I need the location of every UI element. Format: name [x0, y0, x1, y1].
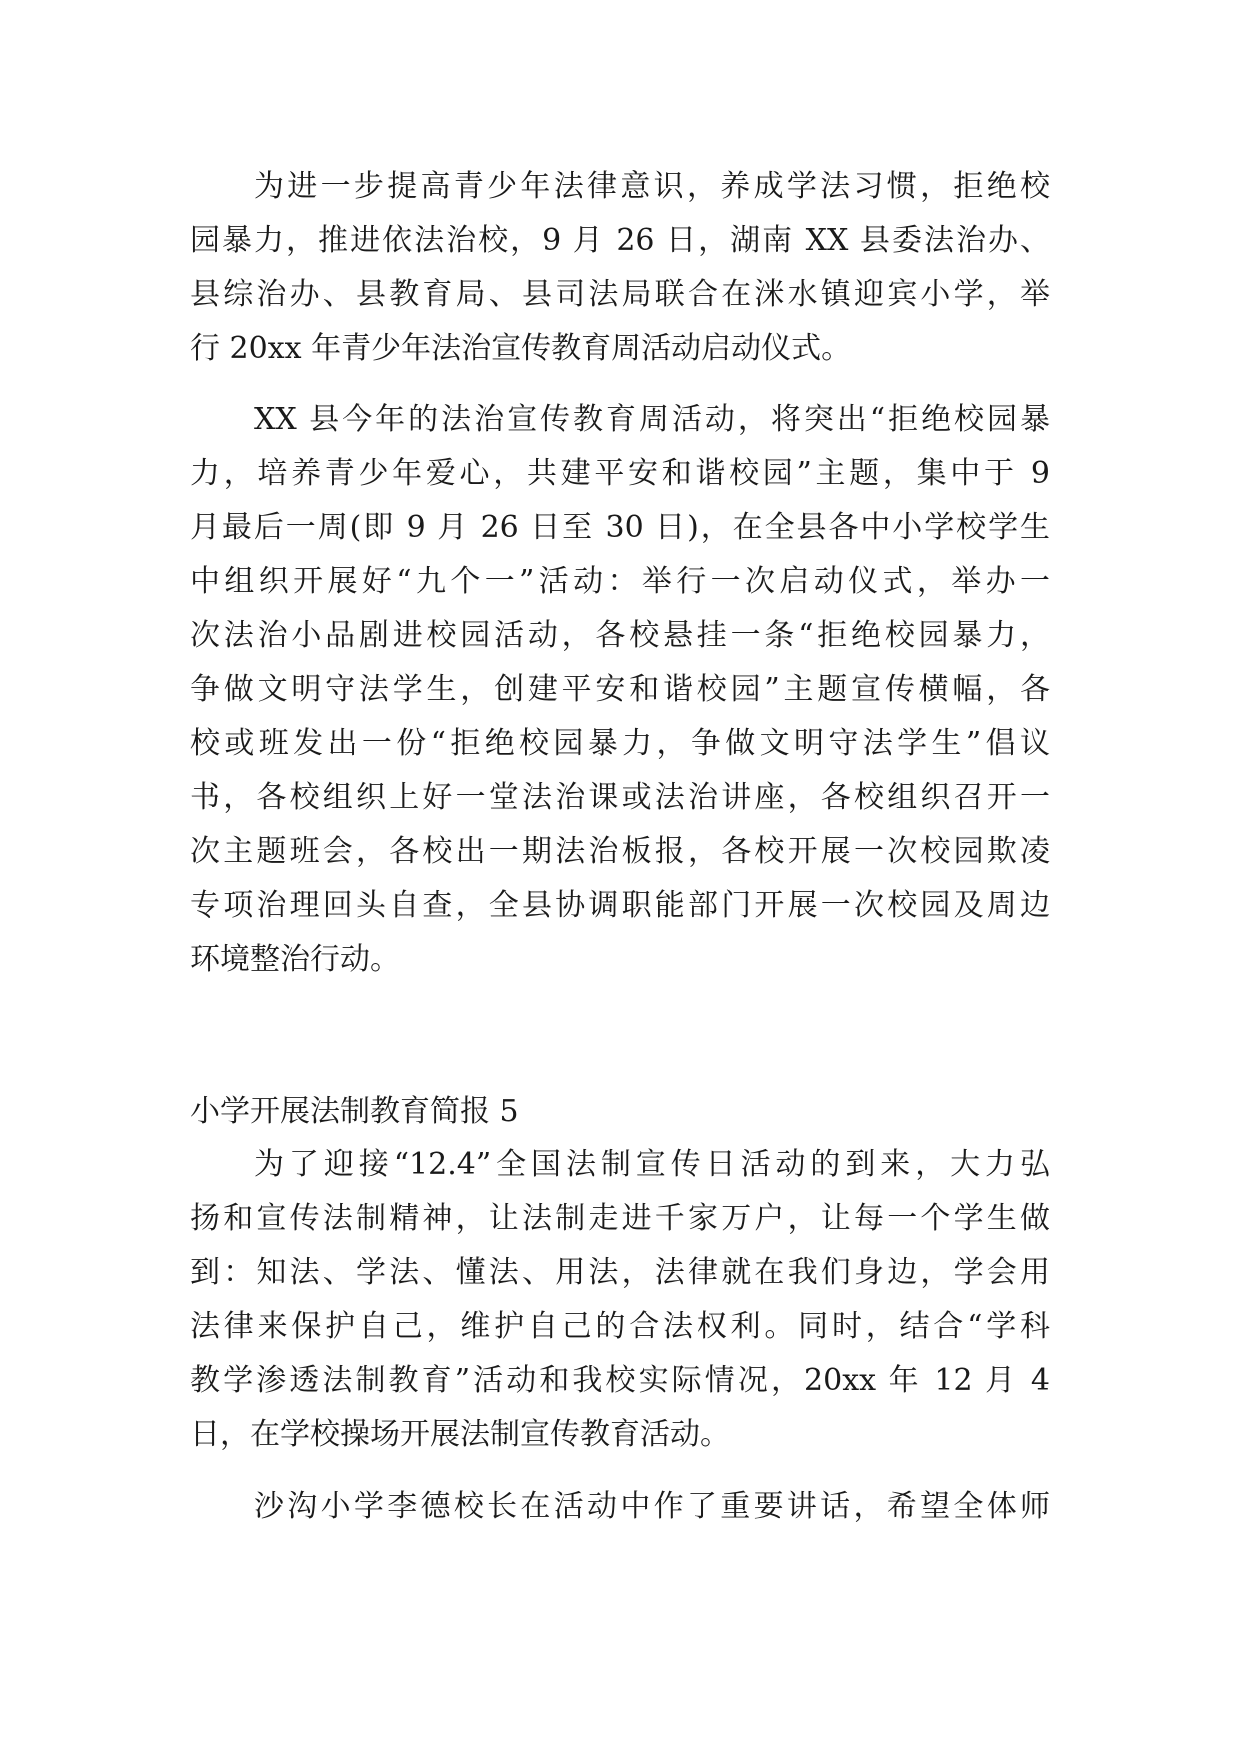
paragraph-line: 专项治理回头自查，全县协调职能部门开展一次校园及周边 [190, 888, 1050, 923]
paragraph-line: 县综治办、县教育局、县司法局联合在洣水镇迎宾小学，举 [190, 277, 1050, 312]
paragraph-line: 到：知法、学法、懂法、用法，法律就在我们身边，学会用 [190, 1255, 1050, 1290]
paragraph-line: 力，培养青少年爱心，共建平安和谐校园”主题，集中于 9 [190, 456, 1050, 491]
paragraph-2 [190, 393, 1050, 987]
paragraph-line: 日，在学校操场开展法制宣传教育活动。 [190, 1417, 730, 1452]
section-heading: 小学开展法制教育简报 5 [190, 1094, 519, 1129]
paragraph-3 [190, 1138, 1050, 1462]
paragraph-line: XX 县今年的法治宣传教育周活动，将突出“拒绝校园暴 [254, 402, 1050, 437]
paragraph-line: 次法治小品剧进校园活动，各校悬挂一条“拒绝校园暴力， [190, 618, 1050, 653]
paragraph-line: 教学渗透法制教育”活动和我校实际情况，20xx 年 12 月 4 [190, 1363, 1050, 1398]
paragraph-line: 次主题班会，各校出一期法治板报，各校开展一次校园欺凌 [190, 834, 1050, 869]
paragraph-line: 法律来保护自己，维护自己的合法权利。同时，结合“学科 [190, 1309, 1050, 1344]
paragraph-line: 月最后一周(即 9 月 26 日至 30 日)，在全县各中小学校学生 [190, 510, 1050, 545]
paragraph-line: 行 20xx 年青少年法治宣传教育周活动启动仪式。 [190, 331, 852, 366]
paragraph-line: 书，各校组织上好一堂法治课或法治讲座，各校组织召开一 [190, 780, 1050, 815]
paragraph-line: 中组织开展好“九个一”活动：举行一次启动仪式，举办一 [190, 564, 1050, 599]
paragraph-1 [190, 160, 1050, 376]
paragraph-line: 扬和宣传法制精神，让法制走进千家万户，让每一个学生做 [190, 1201, 1050, 1236]
paragraph-line: 为进一步提高青少年法律意识，养成学法习惯，拒绝校 [254, 169, 1050, 204]
paragraph-line: 争做文明守法学生，创建平安和谐校园”主题宣传横幅，各 [190, 672, 1050, 707]
paragraph-line: 园暴力，推进依法治校，9 月 26 日，湖南 XX 县委法治办、 [190, 223, 1050, 258]
paragraph-line: 校或班发出一份“拒绝校园暴力，争做文明守法学生”倡议 [190, 726, 1050, 761]
paragraph-line: 环境整治行动。 [190, 942, 400, 977]
paragraph-line: 为了迎接“12.4”全国法制宣传日活动的到来，大力弘 [254, 1147, 1050, 1182]
paragraph-4 [190, 1480, 1050, 1534]
paragraph-line: 沙沟小学李德校长在活动中作了重要讲话，希望全体师 [254, 1489, 1050, 1524]
